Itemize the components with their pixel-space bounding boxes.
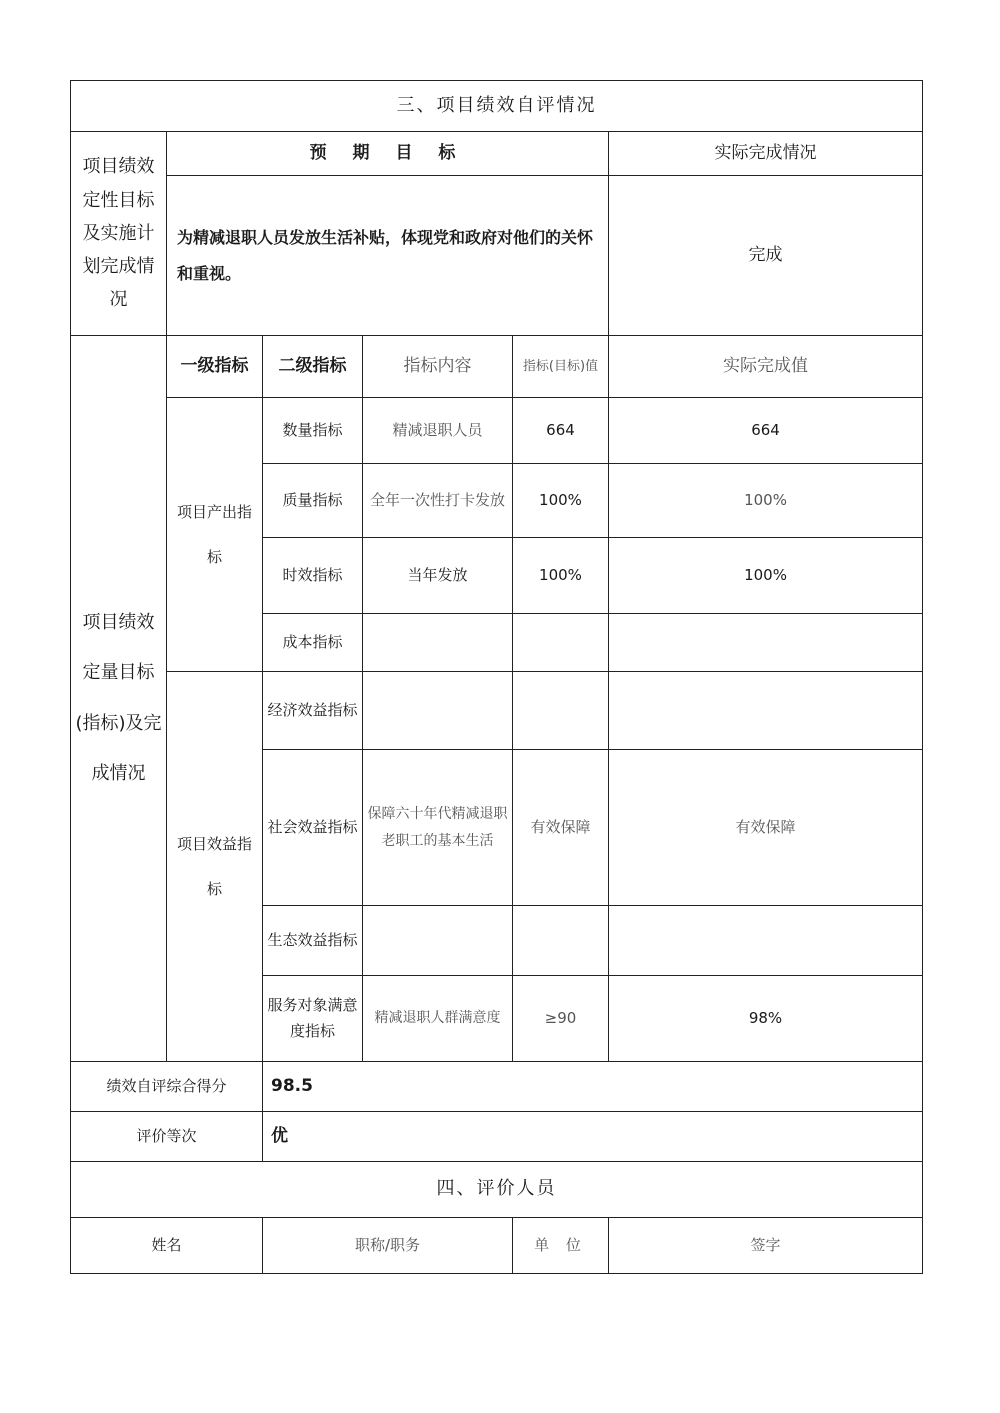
content-cell: 精减退职人员	[363, 398, 513, 464]
level2-cell: 社会效益指标	[263, 750, 363, 906]
actual-cell	[609, 906, 923, 976]
evaluator-name-header: 姓名	[71, 1218, 263, 1274]
target-cell: ≥90	[513, 976, 609, 1062]
content-cell: 全年一次性打卡发放	[363, 464, 513, 538]
level2-cell: 经济效益指标	[263, 672, 363, 750]
level2-cell: 质量指标	[263, 464, 363, 538]
overall-score-value: 98.5	[263, 1062, 923, 1112]
actual-cell: 664	[609, 398, 923, 464]
col-level1-indicator: 一级指标	[167, 336, 263, 398]
col-actual-value: 实际完成值	[609, 336, 923, 398]
group-output-indicator: 项目产出指标	[167, 398, 263, 672]
section4-title: 四、评价人员	[71, 1162, 923, 1218]
evaluation-table	[70, 80, 923, 1274]
level2-cell: 服务对象满意度指标	[263, 976, 363, 1062]
performance-evaluation-form	[70, 80, 922, 1274]
content-cell	[363, 672, 513, 750]
group-benefit-indicator: 项目效益指标	[167, 672, 263, 1062]
overall-score-label: 绩效自评综合得分	[71, 1062, 263, 1112]
actual-cell: 98%	[609, 976, 923, 1062]
actual-cell: 有效保障	[609, 750, 923, 906]
goal-text: 为精减退职人员发放生活补贴，体现党和政府对他们的关怀和重视。	[167, 176, 609, 336]
target-cell: 100%	[513, 464, 609, 538]
content-cell: 保障六十年代精减退职老职工的基本生活	[363, 750, 513, 906]
level2-cell: 成本指标	[263, 614, 363, 672]
target-cell	[513, 672, 609, 750]
col-target-value: 指标(目标)值	[513, 336, 609, 398]
actual-cell	[609, 614, 923, 672]
target-cell: 有效保障	[513, 750, 609, 906]
content-cell: 当年发放	[363, 538, 513, 614]
expected-goal-header: 预 期 目 标	[167, 132, 609, 176]
target-cell: 664	[513, 398, 609, 464]
content-cell: 精减退职人群满意度	[363, 976, 513, 1062]
evaluator-title-header: 职称/职务	[263, 1218, 513, 1274]
qualitative-goal-label: 项目绩效定性目标及实施计划完成情况	[71, 132, 167, 336]
target-cell	[513, 906, 609, 976]
actual-cell: 100%	[609, 538, 923, 614]
content-cell	[363, 906, 513, 976]
section3-title: 三、项目绩效自评情况	[71, 81, 923, 132]
target-cell: 100%	[513, 538, 609, 614]
table-row	[71, 398, 923, 464]
grade-label: 评价等次	[71, 1112, 263, 1162]
level2-cell: 时效指标	[263, 538, 363, 614]
actual-cell: 100%	[609, 464, 923, 538]
actual-completion-header: 实际完成情况	[609, 132, 923, 176]
goal-result: 完成	[609, 176, 923, 336]
col-level2-indicator: 二级指标	[263, 336, 363, 398]
table-row	[71, 672, 923, 750]
quantitative-goal-label: 项目绩效定量目标(指标)及完成情况	[71, 336, 167, 1062]
col-indicator-content: 指标内容	[363, 336, 513, 398]
actual-cell	[609, 672, 923, 750]
level2-cell: 数量指标	[263, 398, 363, 464]
level2-cell: 生态效益指标	[263, 906, 363, 976]
content-cell	[363, 614, 513, 672]
grade-value: 优	[263, 1112, 923, 1162]
evaluator-unit-header: 单 位	[513, 1218, 609, 1274]
evaluator-signature-header: 签字	[609, 1218, 923, 1274]
target-cell	[513, 614, 609, 672]
